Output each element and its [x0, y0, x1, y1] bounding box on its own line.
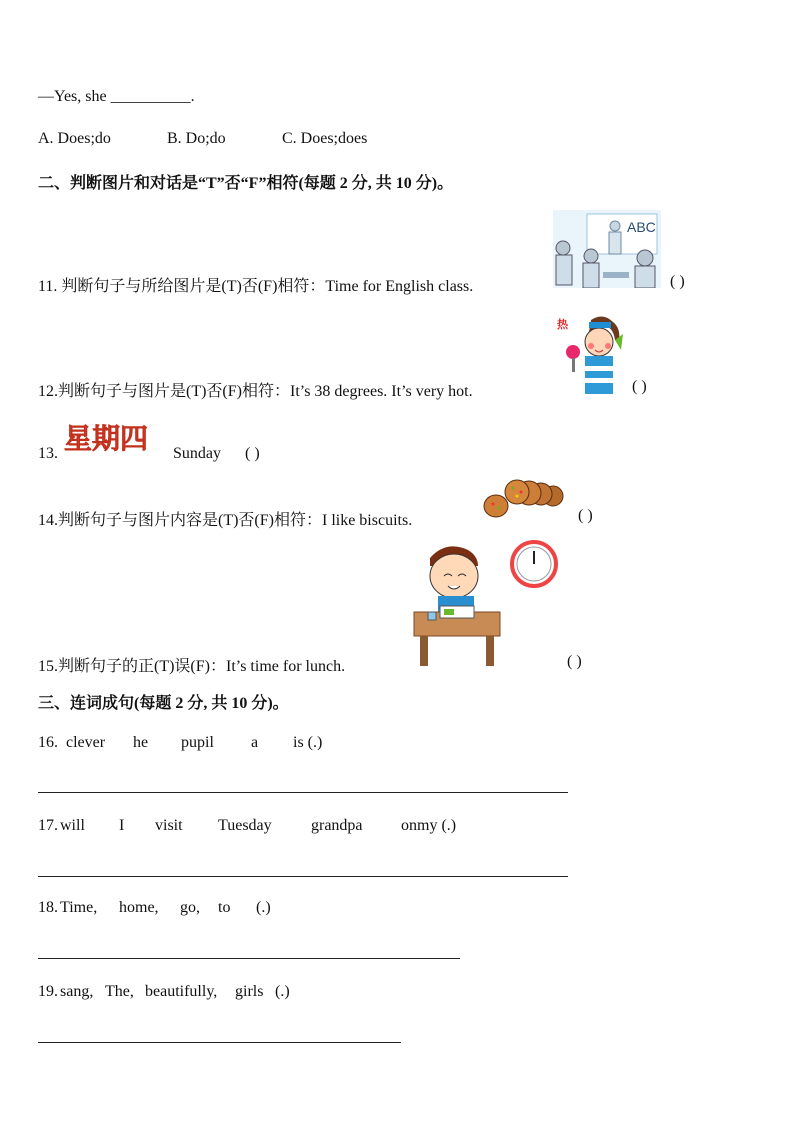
abc-board-text: ABC	[627, 219, 656, 235]
q18-words	[38, 899, 271, 917]
q18-word: to	[218, 899, 231, 916]
hot-girl-image	[555, 312, 625, 396]
q18-word: (.)	[256, 899, 271, 916]
q19-words	[38, 983, 290, 1001]
q19-word: sang,	[60, 983, 94, 1000]
q18-answer-line[interactable]	[38, 958, 460, 959]
q17-word: will	[60, 817, 85, 834]
q14-text: 14.判断句子与图片内容是(T)否(F)相符：I like biscuits.	[38, 512, 413, 529]
q16-word: clever	[66, 734, 106, 751]
q11-text: 11. 判断句子与所给图片是(T)否(F)相符：Time for English class.	[38, 278, 474, 295]
q15-answer-paren[interactable]: ( )	[567, 653, 582, 670]
q18-word: home,	[119, 899, 159, 916]
q16-word: is (.)	[293, 734, 323, 751]
q13-number: 13.	[38, 445, 58, 462]
english-class-image	[553, 210, 661, 288]
q16-answer-line[interactable]	[38, 792, 568, 793]
q17-word: grandpa	[311, 817, 363, 834]
thursday-image-text: 星期四	[64, 422, 149, 455]
q11-answer-paren[interactable]: ( )	[670, 273, 685, 290]
section-3-heading: 三、连词成句(每题 2 分, 共 10 分)。	[38, 695, 289, 712]
q19-word: The,	[105, 983, 134, 1000]
biscuits-image	[483, 478, 565, 520]
q17-word: visit	[155, 817, 183, 834]
boy-eating-lunch-image	[410, 540, 560, 668]
section-2-heading: 二、判断图片和对话是“T”否“F”相符(每题 2 分, 共 10 分)。	[38, 175, 454, 192]
q17-word: I	[119, 817, 125, 834]
q19-word: (.)	[275, 983, 290, 1000]
q17-words	[38, 817, 456, 835]
hot-character-text: 热	[557, 319, 568, 331]
q16-word: a	[251, 734, 259, 751]
q18-number: 18.	[38, 899, 58, 916]
thursday-image	[62, 418, 166, 458]
q19-answer-line[interactable]	[38, 1042, 401, 1043]
q19-word: beautifully,	[145, 983, 218, 1000]
q17-word: onmy (.)	[401, 817, 457, 834]
q12-answer-paren[interactable]: ( )	[632, 378, 647, 395]
q10-answer-line: —Yes, she __________.	[38, 88, 195, 105]
q16-word: pupil	[181, 734, 214, 751]
q10-option-a: A. Does;do	[38, 130, 111, 147]
q19-word: girls	[235, 983, 264, 1000]
q17-word: Tuesday	[218, 817, 272, 834]
q17-number: 17.	[38, 817, 58, 834]
q10-option-b: B. Do;do	[167, 130, 226, 147]
q17-answer-line[interactable]	[38, 876, 568, 877]
q14-answer-paren[interactable]: ( )	[578, 507, 593, 524]
q15-text: 15.判断句子的正(T)误(F)：It’s time for lunch.	[38, 658, 346, 675]
q12-text: 12.判断句子与图片是(T)否(F)相符：It’s 38 degrees. It’s very hot.	[38, 383, 473, 400]
q13-text: Sunday	[173, 445, 221, 462]
q13-answer-paren[interactable]: ( )	[245, 445, 260, 462]
q19-number: 19.	[38, 983, 58, 1000]
q10-option-c: C. Does;does	[282, 130, 368, 147]
q16-number: 16.	[38, 734, 58, 751]
q18-word: Time,	[60, 899, 98, 916]
q18-word: go,	[180, 899, 200, 916]
q16-words	[38, 734, 322, 752]
q16-word: he	[133, 734, 149, 751]
